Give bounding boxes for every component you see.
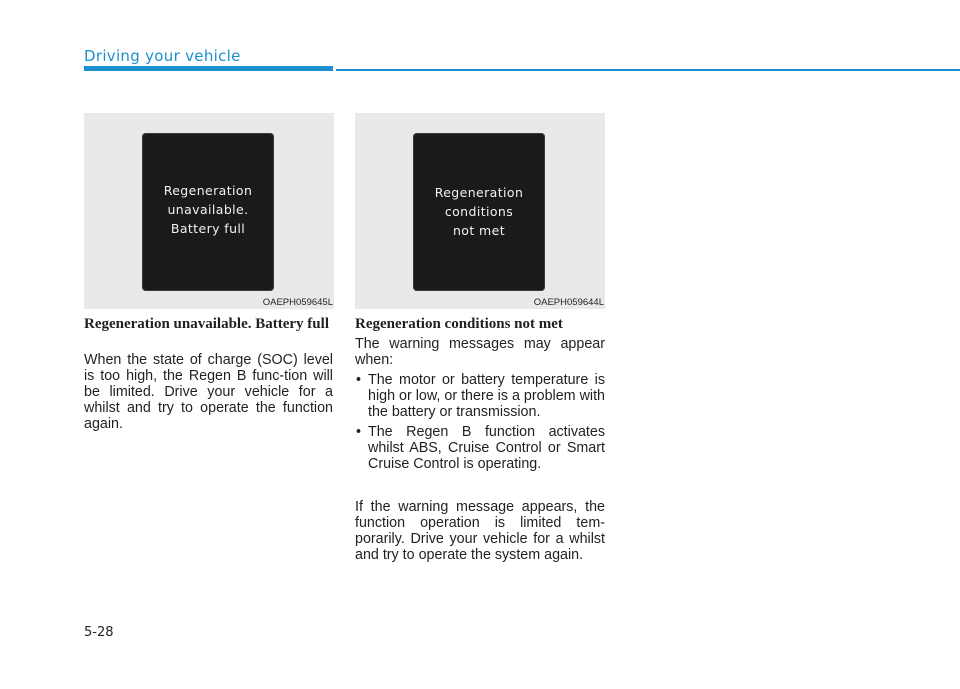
paragraph-battery-full: When the state of charge (SOC) level is too high, the Regen B func-tion will be limited. Drive your vehicle for a whilst and try to operate the function again.: [84, 352, 333, 432]
list-item: [355, 424, 605, 472]
display-message: [142, 181, 274, 238]
display-line: Regeneration: [163, 183, 253, 198]
display-line: unavailable.: [167, 202, 249, 217]
display-line: Regeneration: [434, 185, 524, 200]
heading-conditions-not-met: Regeneration conditions not met: [355, 316, 563, 332]
page-number: 5-28: [84, 625, 114, 640]
heading-battery-full: Regeneration unavailable. Battery full: [84, 316, 329, 332]
header-rule-thick: [84, 66, 333, 71]
display-line: not met: [452, 223, 505, 238]
section-title: Driving your vehicle: [84, 47, 241, 65]
cluster-display: [142, 133, 274, 291]
condition-list: [355, 372, 605, 476]
figure-code: OAEPH059644L: [533, 297, 604, 308]
bullet-icon: •: [356, 372, 362, 388]
bullet-icon: •: [356, 424, 362, 440]
display-line: conditions: [444, 204, 514, 219]
cluster-display: [413, 133, 545, 291]
display-line: Battery full: [170, 221, 246, 236]
list-item-text: The Regen B function activates whilst ABS, Cruise Control or Smart Cruise Control is operating.: [368, 424, 605, 472]
paragraph-intro: The warning messages may appear when:: [355, 336, 605, 368]
figure-battery-full: [84, 113, 334, 309]
figure-conditions-not-met: [355, 113, 605, 309]
figure-code: OAEPH059645L: [262, 297, 333, 308]
list-item-text: The motor or battery temperature is high or low, or there is a problem with the battery or transmission.: [368, 372, 605, 420]
display-message: [413, 183, 545, 240]
header-rule-thin: [336, 69, 960, 71]
paragraph-closing: If the warning message appears, the function operation is limited tem-porarily. Drive your vehicle for a whilst and try to operate the system again.: [355, 499, 605, 563]
list-item: [355, 372, 605, 420]
